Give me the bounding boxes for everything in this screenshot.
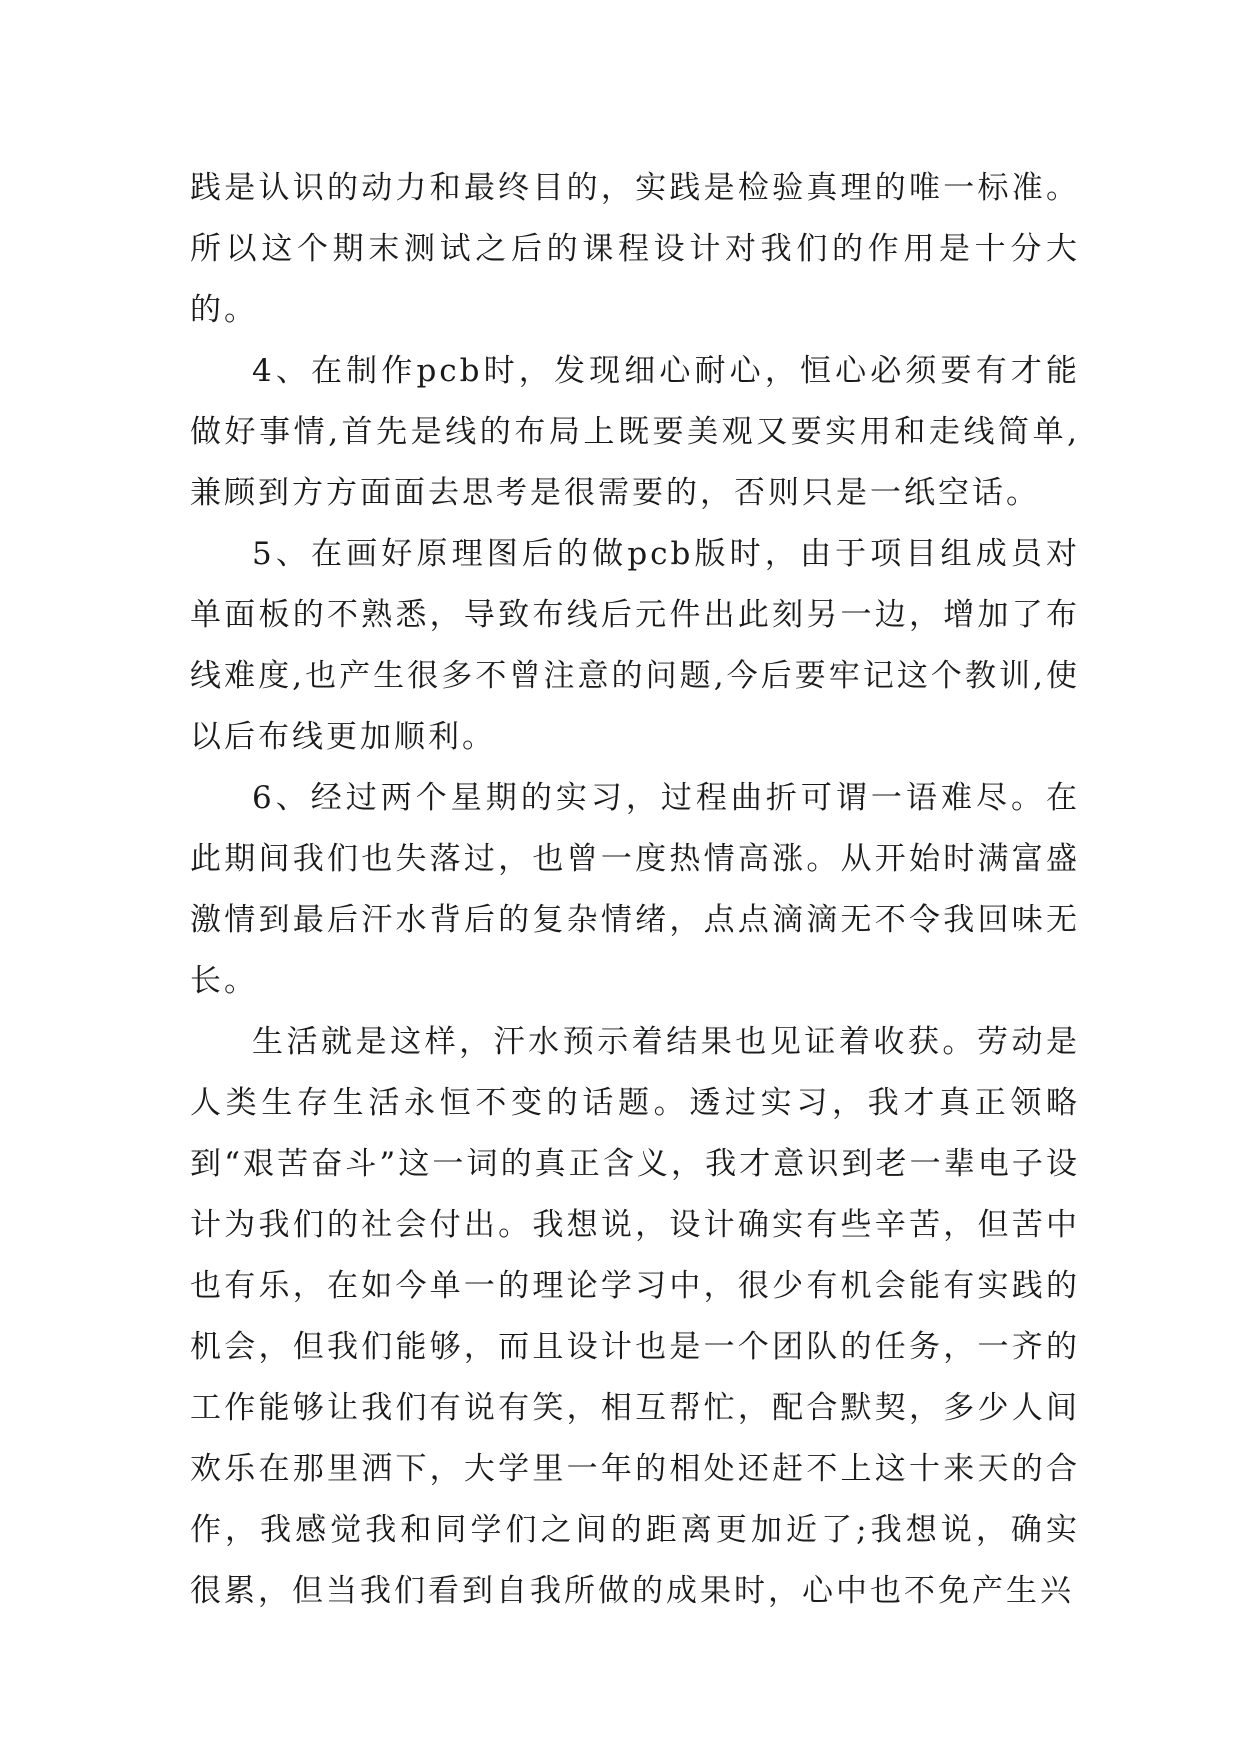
paragraph-item-6: 6、经过两个星期的实习，过程曲折可谓一语难尽。在此期间我们也失落过，也曾一度热情高涨。从开始时满富盛激情到最后汗水背后的复杂情绪，点点滴滴无不令我回味无长。: [190, 780, 1080, 999]
paragraph-item-4: 4、在制作pcb时，发现细心耐心，恒心必须要有才能做好事情,首先是线的布局上既要美观又要实用和走线简单,兼顾到方方面面去思考是很需要的，否则只是一纸空话。: [190, 353, 1080, 511]
paragraph-item-5: 5、在画好原理图后的做pcb版时，由于项目组成员对单面板的不熟悉，导致布线后元件出此刻另一边，增加了布线难度,也产生很多不曾注意的问题,今后要牢记这个教训,使以后布线更加顺利。: [190, 536, 1080, 755]
paragraph-reflection: 生活就是这样，汗水预示着结果也见证着收获。劳动是人类生存生活永恒不变的话题。透过实习，我才真正领略到“艰苦奋斗”这一词的真正含义，我才意识到老一辈电子设计为我们的社会付出。我想说，设计确实有些辛苦，但苦中也有乐，在如今单一的理论学习中，很少有机会能有实践的机会，但我们能够，而且设计也是一个团队的任务，一齐的工作能够让我们有说有笑，相互帮忙，配合默契，多少人间欢乐在那里洒下，大学里一年的相处还赶不上这十来天的合作，我感觉我和同学们之间的距离更加近了;我想说，确实很累，但当我们看到自我所做的成果时，心中也不免产生兴: [190, 1024, 1080, 1609]
paragraph-continuation: 践是认识的动力和最终目的，实践是检验真理的唯一标准。所以这个期末测试之后的课程设计对我们的作用是十分大的。: [190, 170, 1080, 328]
document-body: [190, 158, 1080, 1622]
